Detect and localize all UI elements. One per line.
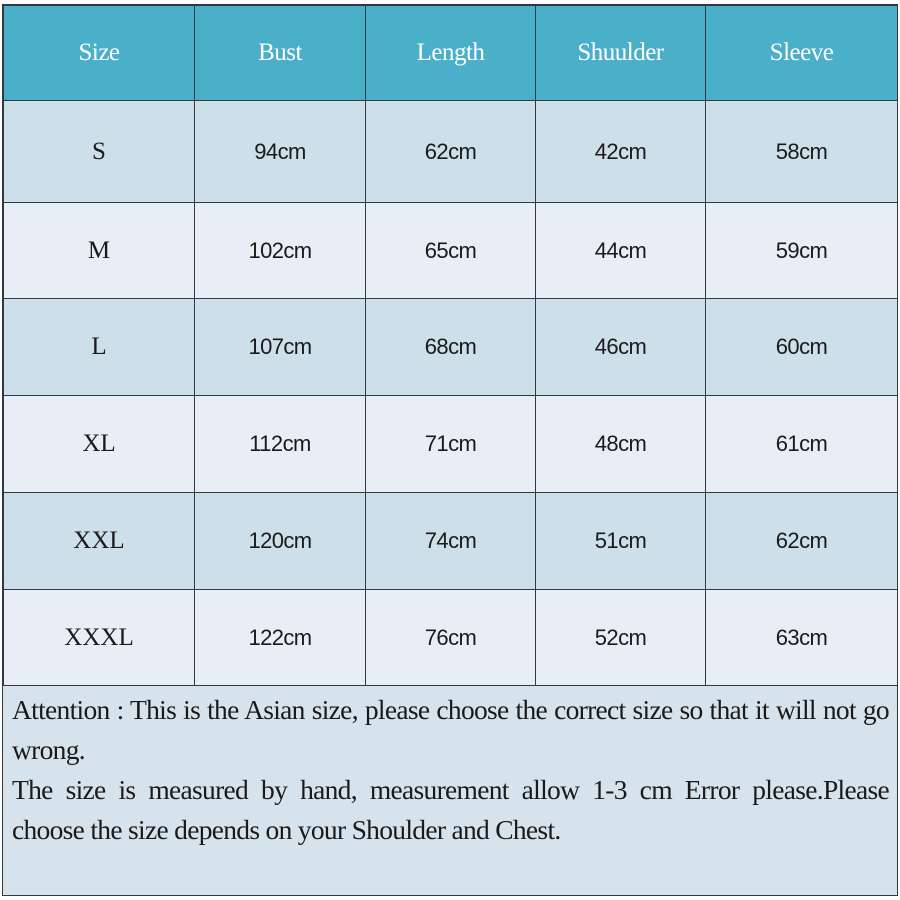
shoulder-cell: 52cm [536,590,706,686]
header-length: Length [366,6,536,101]
bust-cell: 102cm [195,203,366,299]
table-row [4,203,898,299]
sleeve-cell: 59cm [706,203,898,299]
measurement-note: The size is measured by hand, measurement allow 1-3 cm Error please.Please choose the size depends on your Shoulder and Chest. [12,774,889,845]
sleeve-cell: 63cm [706,590,898,686]
size-cell: M [4,203,195,299]
size-cell: XL [4,396,195,493]
bust-cell: 94cm [195,101,366,203]
bust-cell: 112cm [195,396,366,493]
length-cell: 68cm [366,299,536,396]
attention-note: Attention : This is the Asian size, please choose the correct size so that it will not go wrong. [12,694,889,765]
notes-panel [3,686,897,894]
shoulder-cell: 44cm [536,203,706,299]
length-cell: 76cm [366,590,536,686]
header-bust: Bust [195,6,366,101]
shoulder-cell: 42cm [536,101,706,203]
size-chart [2,4,898,896]
header-shoulder: Shuulder [536,6,706,101]
size-cell: S [4,101,195,203]
length-cell: 65cm [366,203,536,299]
sleeve-cell: 61cm [706,396,898,493]
header-row [4,6,898,101]
length-cell: 62cm [366,101,536,203]
header-size: Size [4,6,195,101]
table-row [4,101,898,203]
table-row [4,493,898,590]
table-row [4,590,898,686]
size-cell: XXXL [4,590,195,686]
length-cell: 71cm [366,396,536,493]
table-row [4,396,898,493]
shoulder-cell: 46cm [536,299,706,396]
shoulder-cell: 48cm [536,396,706,493]
table-row [4,299,898,396]
length-cell: 74cm [366,493,536,590]
header-sleeve: Sleeve [706,6,898,101]
sleeve-cell: 58cm [706,101,898,203]
bust-cell: 122cm [195,590,366,686]
bust-cell: 120cm [195,493,366,590]
size-table [3,5,898,686]
shoulder-cell: 51cm [536,493,706,590]
sleeve-cell: 62cm [706,493,898,590]
bust-cell: 107cm [195,299,366,396]
sleeve-cell: 60cm [706,299,898,396]
size-cell: XXL [4,493,195,590]
size-cell: L [4,299,195,396]
